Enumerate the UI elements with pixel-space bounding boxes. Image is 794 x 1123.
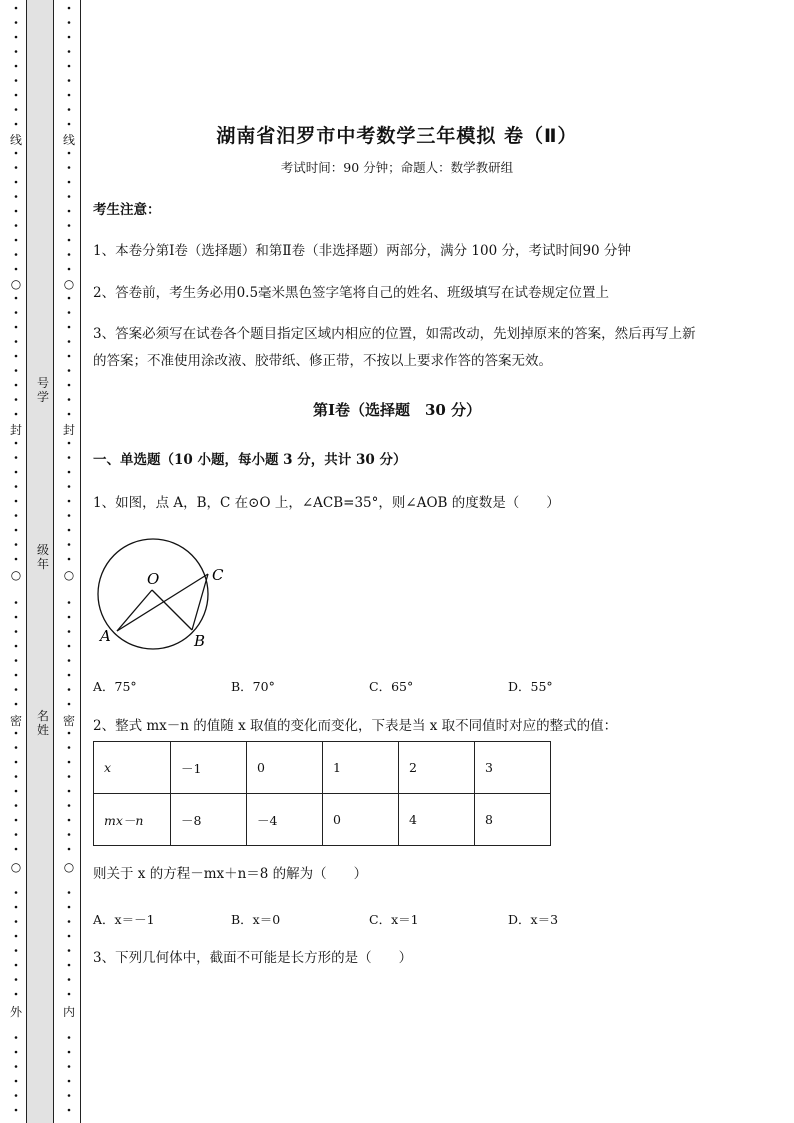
outer-mark-circle: ○ <box>10 568 22 582</box>
binding-dot <box>68 442 71 445</box>
binding-dot <box>15 949 18 952</box>
binding-dot <box>68 746 71 749</box>
binding-dot <box>15 920 18 923</box>
exam-subtitle: 考试时间：90 分钟；命题人：数学教研组 <box>280 160 514 175</box>
binding-dot <box>68 500 71 503</box>
binding-dot <box>15 543 18 546</box>
name-label: 名姓 <box>36 709 49 737</box>
outer-mark-seal: 封 <box>9 423 22 437</box>
question-1-text: 1、如图，点 A，B，C 在⊙O 上，∠ACB=35°，则∠AOB 的度数是（ ） <box>93 495 560 511</box>
outer-mark-line: 线 <box>9 133 22 147</box>
binding-dot <box>68 152 71 155</box>
binding-dot <box>68 311 71 314</box>
binding-dot <box>15 616 18 619</box>
binding-dot <box>68 369 71 372</box>
binding-dot <box>68 529 71 532</box>
binding-dot <box>68 65 71 68</box>
notice-item: 1、本卷分第Ⅰ卷（选择题）和第Ⅱ卷（非选择题）两部分，满分 100 分，考试时间90 分钟 <box>93 243 631 259</box>
binding-dot <box>15 804 18 807</box>
binding-dot <box>68 543 71 546</box>
outer-mark-outside: 外 <box>9 1005 22 1019</box>
binding-dot <box>68 703 71 706</box>
binding-dot <box>15 239 18 242</box>
binding-dot <box>68 601 71 604</box>
label-b: B <box>194 632 206 650</box>
binding-dot <box>68 819 71 822</box>
table-row <box>94 742 551 794</box>
binding-dot <box>15 891 18 894</box>
table-cell: －4 <box>247 794 323 846</box>
binding-dot <box>15 326 18 329</box>
binding-dot <box>15 297 18 300</box>
binding-dot <box>68 181 71 184</box>
binding-dot <box>68 688 71 691</box>
inner-mark-line: 线 <box>62 133 75 147</box>
binding-dot <box>15 1109 18 1112</box>
grade-label: 级年 <box>36 543 49 571</box>
binding-dot <box>68 616 71 619</box>
binding-dot <box>15 456 18 459</box>
binding-dot <box>15 21 18 24</box>
label-c: C <box>212 566 224 584</box>
binding-dot <box>68 804 71 807</box>
binding-dot <box>15 7 18 10</box>
q1-option-c: C．65° <box>369 679 414 694</box>
table-cell: x <box>94 742 171 794</box>
binding-dot <box>15 978 18 981</box>
binding-dot <box>15 964 18 967</box>
q1-option-b: B．70° <box>231 679 275 694</box>
binding-dot <box>68 79 71 82</box>
binding-dot <box>15 819 18 822</box>
binding-dot <box>68 340 71 343</box>
binding-dot <box>68 108 71 111</box>
binding-dot <box>68 645 71 648</box>
binding-dot <box>68 195 71 198</box>
binding-dot <box>68 1109 71 1112</box>
binding-dot <box>68 558 71 561</box>
binding-dot <box>15 1080 18 1083</box>
binding-dot <box>15 703 18 706</box>
binding-dot <box>15 1065 18 1068</box>
binding-dot <box>68 964 71 967</box>
binding-dot <box>15 1051 18 1054</box>
binding-dot <box>68 1051 71 1054</box>
binding-dot <box>68 775 71 778</box>
binding-dot <box>68 36 71 39</box>
question-2-text: 2、整式 mx－n 的值随 x 取值的变化而变化，下表是当 x 取不同值时对应的整式的值： <box>93 718 618 734</box>
binding-dot <box>68 761 71 764</box>
binding-dot <box>15 369 18 372</box>
inner-mark-circle: ○ <box>63 277 75 291</box>
binding-dot <box>15 514 18 517</box>
label-o: O <box>147 570 160 588</box>
binding-dot <box>15 529 18 532</box>
binding-dot <box>15 935 18 938</box>
binding-dot <box>15 732 18 735</box>
circle-o <box>98 539 208 649</box>
inner-mark-circle: ○ <box>63 568 75 582</box>
q2-option-d: D．x＝3 <box>508 912 559 927</box>
binding-dot <box>68 906 71 909</box>
outer-mark-circle: ○ <box>10 860 22 874</box>
notice-item: 3、答案必须写在试卷各个题目指定区域内相应的位置，如需改动，先划掉原来的答案，然后再写上新 <box>93 326 696 342</box>
binding-dot <box>68 978 71 981</box>
binding-dot <box>15 645 18 648</box>
segment-ao <box>117 590 152 631</box>
binding-dot <box>68 456 71 459</box>
q2-option-c: C．x＝1 <box>369 912 419 927</box>
binding-dot <box>15 775 18 778</box>
binding-dot <box>15 630 18 633</box>
binding-dot <box>15 1094 18 1097</box>
binding-dot <box>68 21 71 24</box>
binding-dot <box>68 253 71 256</box>
table-cell: 1 <box>323 742 399 794</box>
binding-dot <box>15 253 18 256</box>
inner-mark-circle: ○ <box>63 860 75 874</box>
binding-dot <box>15 659 18 662</box>
binding-dot <box>15 500 18 503</box>
binding-dot <box>15 355 18 358</box>
binding-dot <box>15 210 18 213</box>
label-a: A <box>100 627 111 645</box>
binding-dot <box>15 1036 18 1039</box>
binding-dot <box>68 1094 71 1097</box>
binding-dot <box>68 50 71 53</box>
notice-heading: 考生注意： <box>93 202 161 218</box>
binding-dot <box>68 94 71 97</box>
binding-dot <box>68 920 71 923</box>
binding-dot <box>15 50 18 53</box>
binding-dot <box>15 993 18 996</box>
q2-option-b: B．x＝0 <box>231 912 281 927</box>
binding-dot <box>68 674 71 677</box>
table-cell: 4 <box>399 794 475 846</box>
notice-item: 的答案；不准使用涂改液、胶带纸、修正带，不按以上要求作答的答案无效。 <box>93 353 552 369</box>
binding-dot <box>68 1036 71 1039</box>
table-cell: 8 <box>475 794 551 846</box>
binding-dot <box>68 485 71 488</box>
table-cell: 2 <box>399 742 475 794</box>
binding-dot <box>15 108 18 111</box>
binding-dot <box>15 746 18 749</box>
binding-dot <box>15 94 18 97</box>
outer-mark-circle: ○ <box>10 277 22 291</box>
binding-dot <box>68 224 71 227</box>
inner-mark-secret: 密 <box>62 714 75 728</box>
binding-dot <box>15 485 18 488</box>
outer-mark-secret: 密 <box>9 714 22 728</box>
binding-dot <box>15 224 18 227</box>
binding-dot <box>68 1065 71 1068</box>
exam-title: 湖南省汨罗市中考数学三年模拟 卷（Ⅱ） <box>216 125 578 147</box>
binding-dot <box>68 471 71 474</box>
binding-dot <box>15 36 18 39</box>
binding-dot <box>68 7 71 10</box>
value-table <box>93 741 551 846</box>
binding-dot <box>15 848 18 851</box>
binding-dot <box>68 326 71 329</box>
binding-dot <box>15 152 18 155</box>
binding-dot <box>15 384 18 387</box>
binding-dot <box>15 268 18 271</box>
binding-dot <box>15 674 18 677</box>
binding-dot <box>15 906 18 909</box>
binding-dot <box>68 210 71 213</box>
binding-dot <box>68 993 71 996</box>
part-title: 第Ⅰ卷（选择题 30 分） <box>312 401 482 419</box>
binding-dot <box>68 659 71 662</box>
table-cell: －1 <box>171 742 247 794</box>
student-number-label: 号学 <box>36 376 49 404</box>
binding-dot <box>15 790 18 793</box>
section-heading: 一、单选题（10 小题，每小题 3 分，共计 30 分） <box>93 452 407 468</box>
binding-dot <box>68 949 71 952</box>
binding-dot <box>68 935 71 938</box>
q2-option-a: A．x＝－1 <box>93 912 155 927</box>
binding-dot <box>15 761 18 764</box>
binding-dot <box>68 355 71 358</box>
binding-dot <box>15 181 18 184</box>
binding-dot <box>15 65 18 68</box>
binding-dot <box>68 790 71 793</box>
table-cell: mx－n <box>94 794 171 846</box>
table-cell: 0 <box>247 742 323 794</box>
notice-item: 2、答卷前，考生务必用0.5毫米黑色签字笔将自己的姓名、班级填写在试卷规定位置上 <box>93 285 610 301</box>
binding-dot <box>68 384 71 387</box>
q1-option-d: D．55° <box>508 679 553 694</box>
binding-dot <box>68 239 71 242</box>
binding-dot <box>15 311 18 314</box>
binding-dot <box>15 601 18 604</box>
table-cell: －8 <box>171 794 247 846</box>
binding-dot <box>68 848 71 851</box>
binding-dot <box>68 891 71 894</box>
table-cell: 0 <box>323 794 399 846</box>
binding-dot <box>68 268 71 271</box>
table-row <box>94 794 551 846</box>
q1-option-a: A．75° <box>93 679 137 694</box>
inner-mark-seal: 封 <box>62 423 75 437</box>
question-2-followup: 则关于 x 的方程－mx＋n＝8 的解为（ ） <box>93 866 368 882</box>
binding-dot <box>15 195 18 198</box>
circle-figure <box>92 532 242 654</box>
binding-dot <box>15 471 18 474</box>
binding-dot <box>15 442 18 445</box>
binding-dot <box>68 297 71 300</box>
binding-dot <box>68 630 71 633</box>
binding-dot <box>68 833 71 836</box>
binding-dot <box>15 79 18 82</box>
binding-dot <box>15 833 18 836</box>
inner-mark-inside: 内 <box>62 1005 75 1019</box>
binding-dot <box>68 732 71 735</box>
binding-dot <box>15 558 18 561</box>
table-cell: 3 <box>475 742 551 794</box>
binding-dot <box>15 340 18 343</box>
binding-dot <box>68 1080 71 1083</box>
question-3-text: 3、下列几何体中，截面不可能是长方形的是（ ） <box>93 950 413 966</box>
binding-dot <box>68 514 71 517</box>
binding-dot <box>15 688 18 691</box>
